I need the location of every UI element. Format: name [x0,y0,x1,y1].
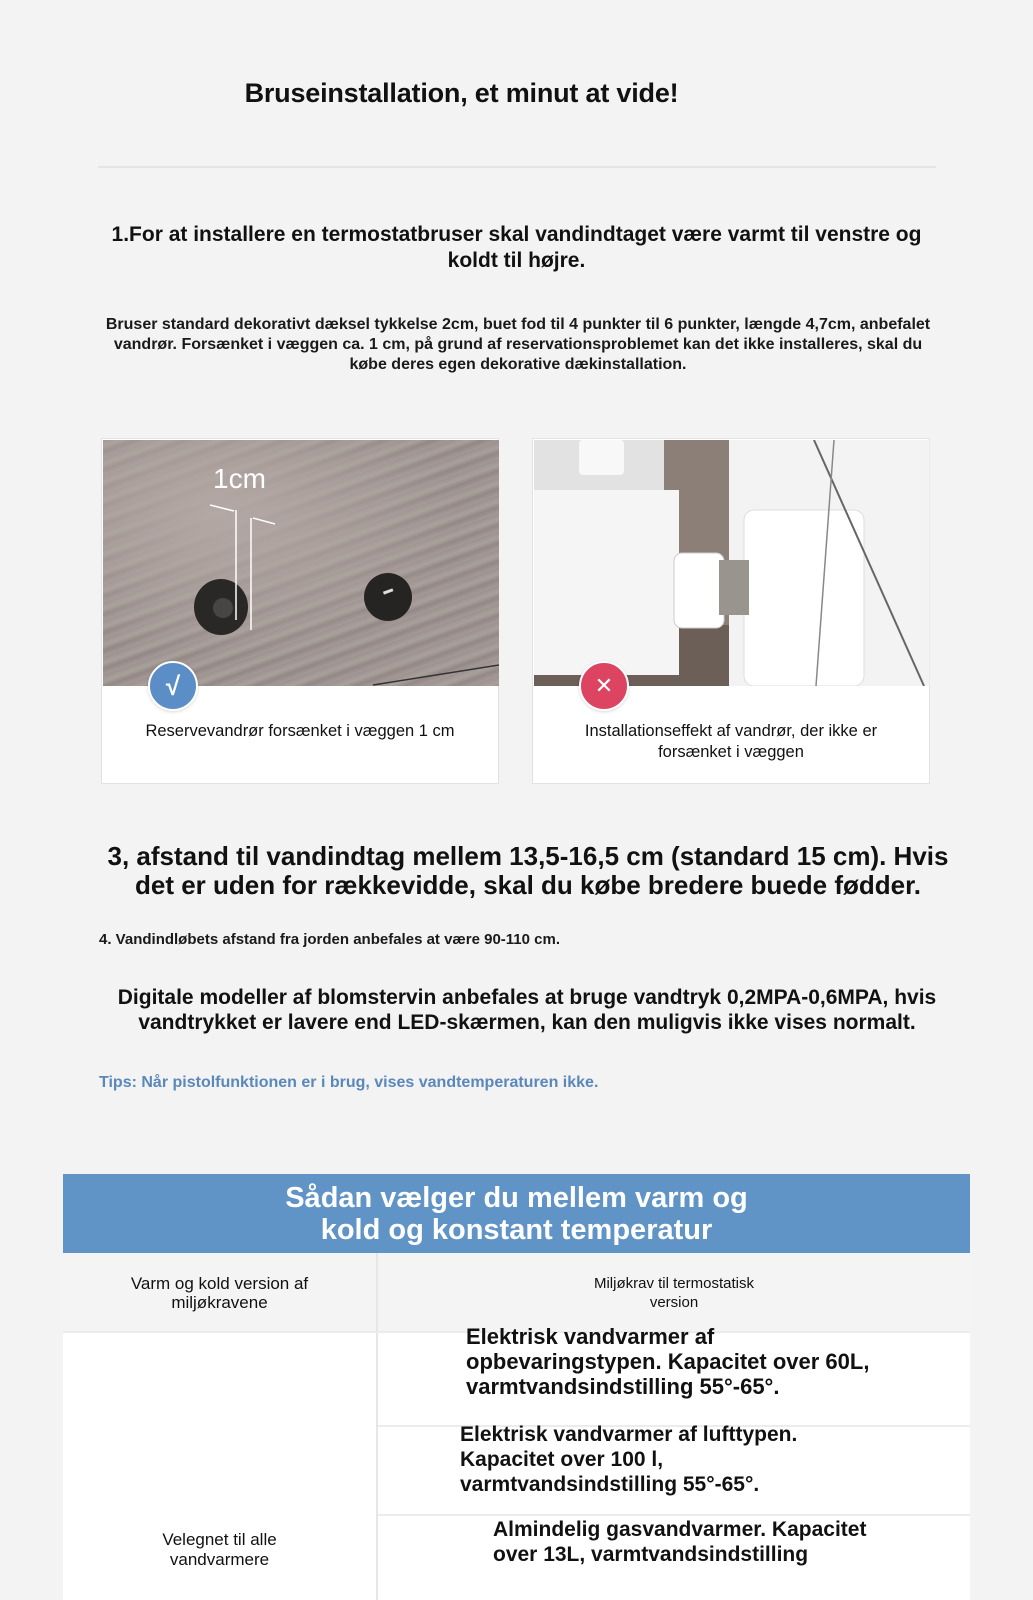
card-correct-installation [101,438,499,784]
section3-heading: 3, afstand til vandindtag mellem 13,5-16,5 cm (standard 15 cm). Hvis det er uden for rækkevidde, skal du købe bredere buede fødder. [107,841,949,900]
column-header-text: Varm og kold version af miljøkravene [130,1273,309,1312]
cross-icon: ✕ [579,661,629,711]
card-caption: Reservevandrør forsænket i væggen 1 cm [145,722,455,740]
table-title [63,1174,970,1253]
faucet-illustration [534,440,930,686]
wall-pipes-illustration [103,440,499,686]
tips-text: Tips: Når pistolfunktionen er i brug, vises vandtemperaturen ikke. [99,1074,599,1091]
card-caption: Installationseffekt af vandrør, der ikke er forsænket i væggen [584,722,878,761]
table-cell: Elektrisk vandvarmer af lufttypen. Kapacitet over 100 l, varmtvandsindstilling 55°-65°. [460,1423,798,1496]
section1-heading: 1.For at installere en termostatbruser skal vandindtaget være varmt til venstre og koldt til højre. [111,223,922,272]
page-title: Bruseinstallation, et minut at vide! [244,78,679,108]
table-cell [63,1530,376,1570]
column-header [378,1253,970,1332]
wall-pipes-photo [103,440,499,686]
comparison-table [63,1174,970,1600]
table-cell: Elektrisk vandvarmer af opbevaringstypen. Kapacitet over 60L, varmtvandsindstilling 55°-65°. [466,1324,870,1399]
card-incorrect-installation [532,438,930,784]
table-title-text: Sådan vælger du mellem varm og kold og konstant temperatur [285,1181,748,1246]
table-cell-text: Velegnet til alle vandvarmere [162,1530,277,1569]
digital-model-note: Digitale modeller af blomstervin anbefales at bruge vandtryk 0,2MPA-0,6MPA, hvis vandtrykket er lavere end LED-skærmen, kan den muligvis ikke vises normalt. [117,986,937,1034]
section1-text: Bruser standard dekorativt dæksel tykkelse 2cm, buet fod til 4 punkter til 6 punkter, længde 4,7cm, anbefalet vandrør. Forsænket i væggen ca. 1 cm, på grund af reservationsproblemet kan det ikke installeres, skal du købe deres egen dekorative dækinstallation. [105,316,931,373]
checkmark-icon: √ [148,661,198,711]
measurement-label: 1cm [213,463,266,494]
divider [98,166,936,168]
table-cell: Almindelig gasvandvarmer. Kapacitet over 13L, varmtvandsindstilling [493,1518,867,1566]
item4-text: 4. Vandindløbets afstand fra jorden anbefales at være 90-110 cm. [99,931,561,948]
column-header-text: Miljøkrav til termostatisk version [593,1274,754,1311]
row-divider [378,1514,970,1516]
faucet-photo [534,440,930,686]
column-header [63,1253,376,1332]
pipe-hole-right [364,573,412,621]
